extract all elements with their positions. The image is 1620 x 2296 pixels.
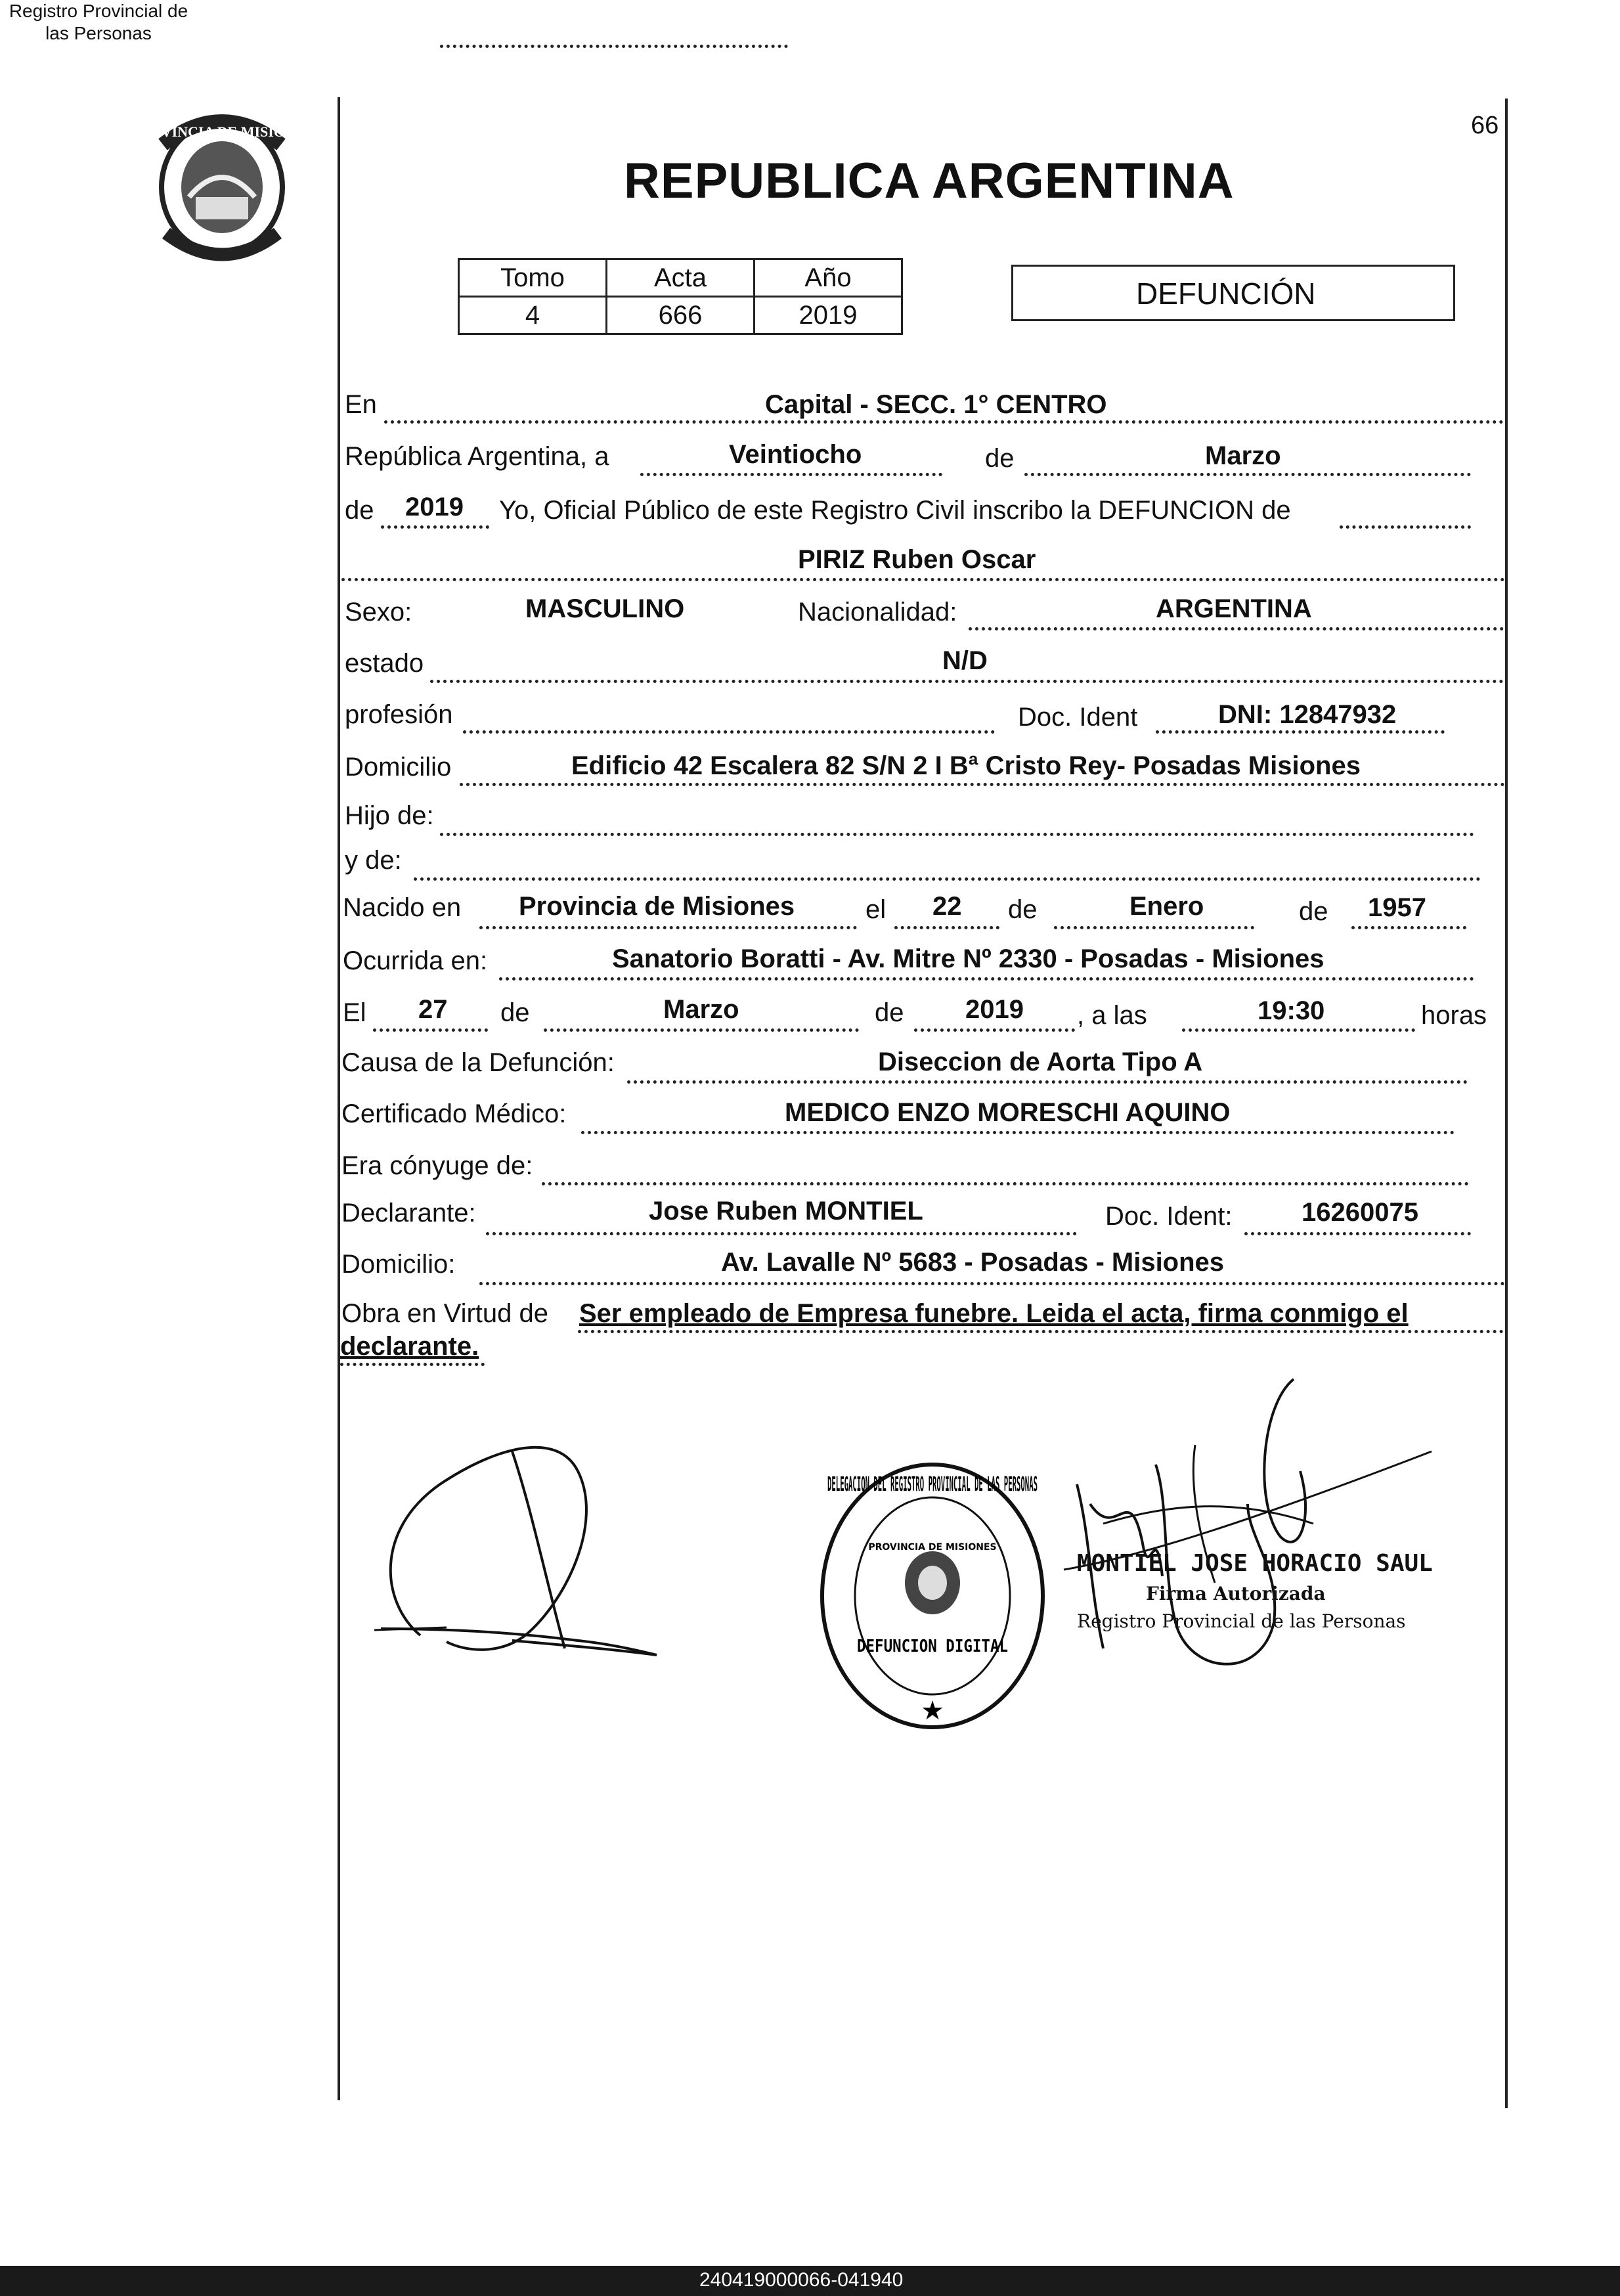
footer-code: 240419000066-041940 bbox=[699, 2269, 904, 2291]
lugar-line bbox=[384, 420, 1504, 424]
def-dia-line bbox=[373, 1028, 488, 1032]
doc2-label: Doc. Ident: bbox=[1105, 1202, 1233, 1231]
nombre-value: PIRIZ Ruben Oscar bbox=[798, 545, 1036, 574]
nacido-lugar-value: Provincia de Misiones bbox=[519, 892, 795, 921]
de-label-1: de bbox=[985, 444, 1015, 473]
certificado-line bbox=[581, 1131, 1455, 1134]
anio-value: 2019 bbox=[405, 493, 464, 521]
ref-value-tomo: 4 bbox=[459, 297, 607, 334]
de-label-5: de bbox=[500, 998, 530, 1027]
nac-dia-line bbox=[894, 926, 999, 929]
doc-label: Doc. Ident bbox=[1018, 703, 1138, 732]
dia-value: Veintiocho bbox=[729, 440, 862, 469]
obra-value-1: Ser empleado de Empresa funebre. Leida el acta, firma conmigo el bbox=[579, 1299, 1409, 1328]
left-margin-rule bbox=[338, 97, 340, 2100]
conyuge-line bbox=[542, 1182, 1469, 1185]
anio-line bbox=[381, 525, 489, 529]
conyuge-label: Era cónyuge de: bbox=[341, 1151, 533, 1180]
certificado-value: MEDICO ENZO MORESCHI AQUINO bbox=[785, 1098, 1231, 1127]
official-name: MONTIEL JOSE HORACIO SAUL bbox=[1077, 1550, 1433, 1577]
emblem-top-text: PROVINCIA DE MISIONES bbox=[131, 123, 313, 140]
domicilio-label: Domicilio bbox=[345, 753, 452, 782]
de-label-3: de bbox=[1008, 895, 1038, 924]
ocurrida-value: Sanatorio Boratti - Av. Mitre Nº 2330 - Posadas - Misiones bbox=[612, 944, 1324, 973]
declarant-signature bbox=[368, 1432, 735, 1694]
el-label: el bbox=[865, 895, 887, 924]
nac-mes-line bbox=[1054, 926, 1254, 929]
domicilio2-label: Domicilio: bbox=[341, 1250, 456, 1279]
estado-label: estado bbox=[345, 649, 424, 678]
stamp-ring-text: DELEGACION DEL REGISTRO PROVINCIAL DE LAS PERSONAS bbox=[827, 1473, 1038, 1496]
de-label-2: de bbox=[345, 496, 374, 525]
hora-value: 19:30 bbox=[1258, 996, 1325, 1025]
official-stamp bbox=[811, 1451, 1054, 1740]
nacionalidad-line bbox=[969, 627, 1504, 630]
nacido-lugar-line bbox=[479, 926, 857, 929]
alas-label: , a las bbox=[1077, 1001, 1147, 1030]
nacido-label: Nacido en bbox=[343, 893, 462, 922]
doc2-line bbox=[1244, 1232, 1471, 1235]
ref-header-anio: Año bbox=[755, 259, 902, 297]
declarante-line bbox=[486, 1232, 1077, 1235]
official-role: Firma Autorizada bbox=[1146, 1583, 1326, 1604]
horas-label: horas bbox=[1421, 1001, 1487, 1030]
sexo-value: MASCULINO bbox=[525, 594, 685, 623]
doc-value: DNI: 12847932 bbox=[1218, 700, 1397, 729]
en-label: En bbox=[345, 390, 377, 419]
right-margin-rule bbox=[1505, 99, 1508, 2108]
ocurrida-label: Ocurrida en: bbox=[343, 946, 488, 975]
province-emblem bbox=[131, 105, 313, 263]
doc2-value: 16260075 bbox=[1302, 1198, 1418, 1227]
certificado-label: Certificado Médico: bbox=[341, 1099, 567, 1128]
def-anio-value: 2019 bbox=[965, 995, 1024, 1024]
causa-label: Causa de la Defunción: bbox=[341, 1048, 615, 1077]
estado-value: N/D bbox=[942, 646, 988, 675]
hijo-line bbox=[440, 833, 1474, 836]
obra-line-2 bbox=[340, 1363, 485, 1366]
ocurrida-line bbox=[499, 977, 1474, 981]
profesion-line bbox=[463, 730, 995, 734]
obra-value-2: declarante. bbox=[340, 1332, 479, 1361]
nacionalidad-value: ARGENTINA bbox=[1156, 594, 1312, 623]
causa-value: Diseccion de Aorta Tipo A bbox=[878, 1048, 1203, 1076]
profesion-label: profesión bbox=[345, 700, 453, 729]
ref-value-anio: 2019 bbox=[755, 297, 902, 334]
def-mes-value: Marzo bbox=[663, 995, 739, 1024]
page-number: 66 bbox=[1471, 112, 1499, 139]
lugar-value: Capital - SECC. 1° CENTRO bbox=[765, 390, 1107, 419]
official-signature bbox=[1064, 1373, 1432, 1701]
domicilio-line bbox=[460, 783, 1505, 786]
sexo-line bbox=[440, 45, 788, 48]
yde-line bbox=[414, 877, 1481, 881]
oficial-text: Yo, Oficial Público de este Registro Civil inscribo la DEFUNCION de bbox=[499, 496, 1291, 525]
stamp-inner-text: DEFUNCION DIGITAL bbox=[857, 1637, 1008, 1656]
reference-table bbox=[458, 258, 903, 335]
sexo-label: Sexo: bbox=[345, 598, 412, 627]
el-cap-label: El bbox=[343, 998, 366, 1027]
declarante-label: Declarante: bbox=[341, 1199, 476, 1227]
ref-header-tomo: Tomo bbox=[459, 259, 607, 297]
registry-name: Registro Provincial de las Personas bbox=[9, 1, 188, 43]
stamp-star-icon: ★ bbox=[921, 1696, 944, 1725]
obra-line-1 bbox=[578, 1330, 1504, 1333]
de-label-4: de bbox=[1299, 897, 1328, 926]
nac-anio-line bbox=[1351, 926, 1466, 929]
declarante-value: Jose Ruben MONTIEL bbox=[649, 1197, 923, 1225]
yde-label: y de: bbox=[345, 846, 402, 875]
hora-line bbox=[1182, 1028, 1415, 1032]
domicilio2-value: Av. Lavalle Nº 5683 - Posadas - Misiones bbox=[721, 1248, 1225, 1277]
ref-value-acta: 666 bbox=[607, 297, 755, 334]
domicilio2-line bbox=[479, 1282, 1505, 1285]
causa-line bbox=[627, 1080, 1468, 1084]
def-mes-line bbox=[544, 1028, 859, 1032]
domicilio-value: Edificio 42 Escalera 82 S/N 2 I Bª Cristo Rey- Posadas Misiones bbox=[571, 751, 1361, 780]
official-org: Registro Provincial de las Personas bbox=[1077, 1610, 1406, 1632]
nombre-line bbox=[341, 578, 1505, 581]
nac-anio-value: 1957 bbox=[1368, 893, 1426, 922]
page-title: REPUBLICA ARGENTINA bbox=[624, 153, 1235, 209]
doc-line bbox=[1156, 730, 1445, 734]
mes-value: Marzo bbox=[1205, 441, 1281, 470]
estado-line bbox=[430, 680, 1504, 683]
de-label-6: de bbox=[875, 998, 904, 1027]
nacionalidad-label: Nacionalidad: bbox=[798, 598, 957, 627]
oficial-tail-line bbox=[1340, 525, 1471, 529]
ref-header-acta: Acta bbox=[607, 259, 755, 297]
hijo-label: Hijo de: bbox=[345, 801, 434, 830]
def-anio-line bbox=[914, 1028, 1075, 1032]
stamp-small-emblem-text: PROVINCIA DE MISIONES bbox=[868, 1542, 997, 1553]
obra-label: Obra en Virtud de bbox=[341, 1299, 549, 1328]
nac-dia-value: 22 bbox=[932, 892, 962, 921]
nac-mes-value: Enero bbox=[1129, 892, 1204, 921]
dia-line bbox=[640, 473, 942, 476]
rep-label: República Argentina, a bbox=[345, 442, 609, 471]
record-type: DEFUNCIÓN bbox=[1136, 276, 1316, 311]
def-dia-value: 27 bbox=[418, 995, 448, 1024]
mes-line bbox=[1024, 473, 1471, 476]
